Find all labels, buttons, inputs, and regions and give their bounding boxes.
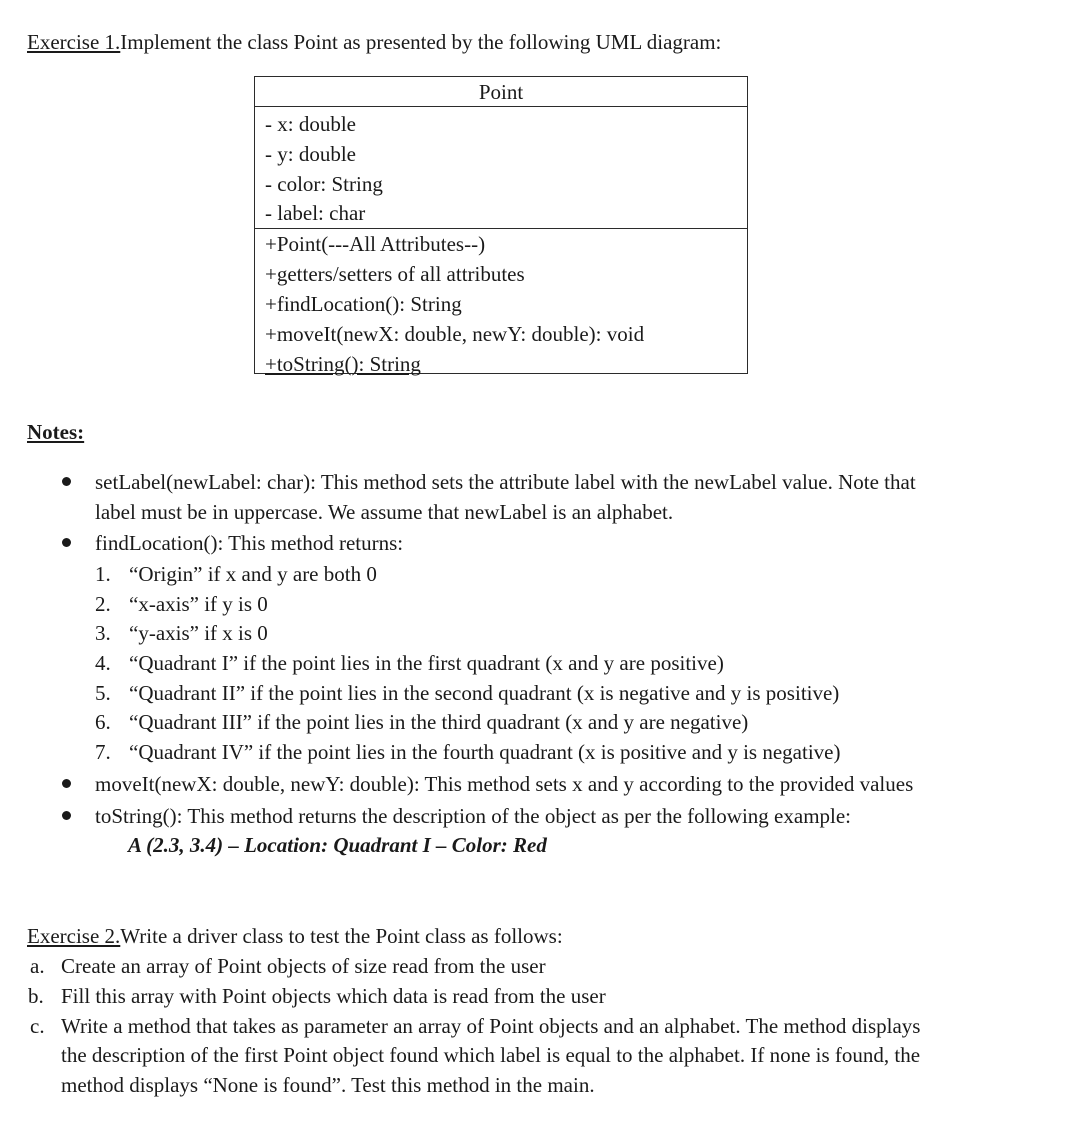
bullet-icon [62, 477, 71, 486]
uml-method: +findLocation(): String [265, 292, 462, 316]
location-item: “Quadrant II” if the point lies in the second quadrant (x is negative and y is positive) [129, 681, 840, 705]
uml-attribute: - x: double [265, 112, 356, 136]
uml-attribute: - color: String [265, 172, 383, 196]
location-number: 6. [95, 710, 111, 734]
exercise2-item: Fill this array with Point objects which data is read from the user [61, 984, 606, 1008]
bullet-icon [62, 811, 71, 820]
notes-heading: Notes: [27, 420, 85, 444]
uml-class-name: Point [478, 80, 524, 104]
uml-attribute: - y: double [265, 142, 356, 166]
uml-class-diagram [254, 76, 748, 374]
uml-divider-header [255, 106, 747, 107]
location-number: 1. [95, 562, 111, 586]
uml-attribute: - label: char [265, 201, 366, 225]
exercise2-letter: c. [30, 1014, 45, 1038]
uml-method: +getters/setters of all attributes [265, 262, 525, 286]
location-item: “Origin” if x and y are both 0 [129, 562, 377, 586]
uml-method: +moveIt(newX: double, newY: double): void [265, 322, 645, 346]
note-tostring: toString(): This method returns the description of the object as per the following example: [95, 804, 852, 828]
exercise1-heading [27, 32, 721, 53]
note-setlabel-line1: setLabel(newLabel: char): This method sets the attribute label with the newLabel value. Note that [95, 470, 916, 494]
uml-method: +toString(): String [265, 352, 421, 376]
location-number: 5. [95, 681, 111, 705]
location-item: “Quadrant I” if the point lies in the first quadrant (x and y are positive) [129, 651, 724, 675]
note-moveit: moveIt(newX: double, newY: double): This method sets x and y according to the provided values [95, 772, 914, 796]
tostring-example: A (2.3, 3.4) – Location: Quadrant I – Color: Red [128, 833, 547, 857]
note-setlabel-line2: label must be in uppercase. We assume that newLabel is an alphabet. [95, 500, 674, 524]
uml-divider-attributes [255, 228, 747, 229]
location-number: 4. [95, 651, 111, 675]
exercise2-label: Exercise 2. [27, 924, 121, 948]
exercise2-item-continued: method displays “None is found”. Test this method in the main. [61, 1073, 595, 1097]
exercise2-item-continued: the description of the first Point object found which label is equal to the alphabet. If none is found, the [61, 1043, 921, 1067]
note-findlocation: findLocation(): This method returns: [95, 531, 404, 555]
location-number: 2. [95, 592, 111, 616]
exercise2-text: Write a driver class to test the Point class as follows: [120, 924, 563, 948]
location-item: “y-axis” if x is 0 [129, 621, 268, 645]
exercise1-text: Implement the class Point as presented by the following UML diagram: [120, 30, 722, 54]
bullet-icon [62, 779, 71, 788]
location-number: 7. [95, 740, 111, 764]
exercise2-letter: b. [28, 984, 44, 1008]
exercise2-letter: a. [30, 954, 45, 978]
exercise2-heading [27, 926, 563, 947]
exercise2-item: Create an array of Point objects of size read from the user [61, 954, 546, 978]
location-number: 3. [95, 621, 111, 645]
exercise2-item: Write a method that takes as parameter an array of Point objects and an alphabet. The method displays [61, 1014, 921, 1038]
bullet-icon [62, 538, 71, 547]
location-item: “Quadrant IV” if the point lies in the fourth quadrant (x is positive and y is negative) [129, 740, 841, 764]
uml-method: +Point(---All Attributes--) [265, 232, 486, 256]
location-item: “x-axis” if y is 0 [129, 592, 268, 616]
exercise1-label: Exercise 1. [27, 30, 121, 54]
location-item: “Quadrant III” if the point lies in the third quadrant (x and y are negative) [129, 710, 749, 734]
